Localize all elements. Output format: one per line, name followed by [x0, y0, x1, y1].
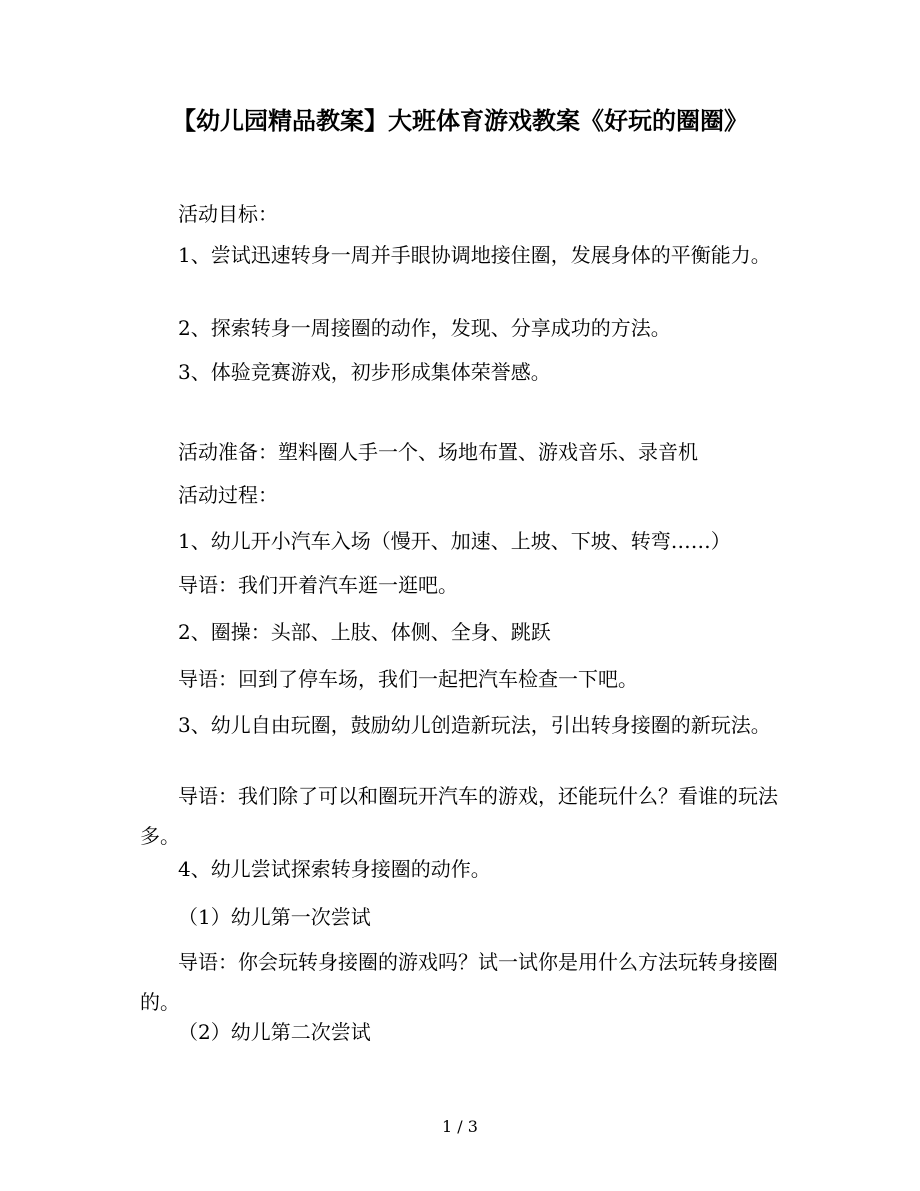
paragraph-guide-4: 导语：你会玩转身接圈的游戏吗？试一试你是用什么方法玩转身接圈的。	[140, 950, 778, 1014]
paragraph-goal-2: 2、探索转身一周接圈的动作，发现、分享成功的方法。	[178, 316, 671, 340]
document-title: 【幼儿园精品教案】大班体育游戏教案《好玩的圈圈》	[172, 106, 748, 135]
paragraph-step-2: 2、圈操：头部、上肢、体侧、全身、跳跃	[178, 620, 551, 644]
paragraph-step-1: 1、幼儿开小汽车入场（慢开、加速、上坡、下坡、转弯……）	[178, 529, 731, 553]
paragraph-activity-goals-heading: 活动目标：	[178, 202, 278, 226]
paragraph-guide-1: 导语：我们开着汽车逛一逛吧。	[178, 573, 458, 597]
paragraph-goal-1: 1、尝试迅速转身一周并手眼协调地接住圈，发展身体的平衡能力。	[178, 243, 771, 267]
paragraph-guide-2: 导语：回到了停车场，我们一起把汽车检查一下吧。	[178, 667, 638, 691]
paragraph-trial-2: （2）幼儿第二次尝试	[178, 1020, 371, 1044]
paragraph-step-4: 4、幼儿尝试探索转身接圈的动作。	[178, 857, 491, 881]
paragraph-preparation: 活动准备：塑料圈人手一个、场地布置、游戏音乐、录音机	[178, 440, 698, 464]
paragraph-step-3: 3、幼儿自由玩圈，鼓励幼儿创造新玩法，引出转身接圈的新玩法。	[178, 713, 771, 737]
page-number: 1 / 3	[442, 1117, 478, 1136]
paragraph-guide-3: 导语：我们除了可以和圈玩开汽车的游戏，还能玩什么？看谁的玩法多。	[140, 784, 778, 848]
paragraph-trial-1: （1）幼儿第一次尝试	[178, 905, 371, 929]
paragraph-goal-3: 3、体验竞赛游戏，初步形成集体荣誉感。	[178, 360, 551, 384]
paragraph-process-heading: 活动过程：	[178, 483, 278, 507]
